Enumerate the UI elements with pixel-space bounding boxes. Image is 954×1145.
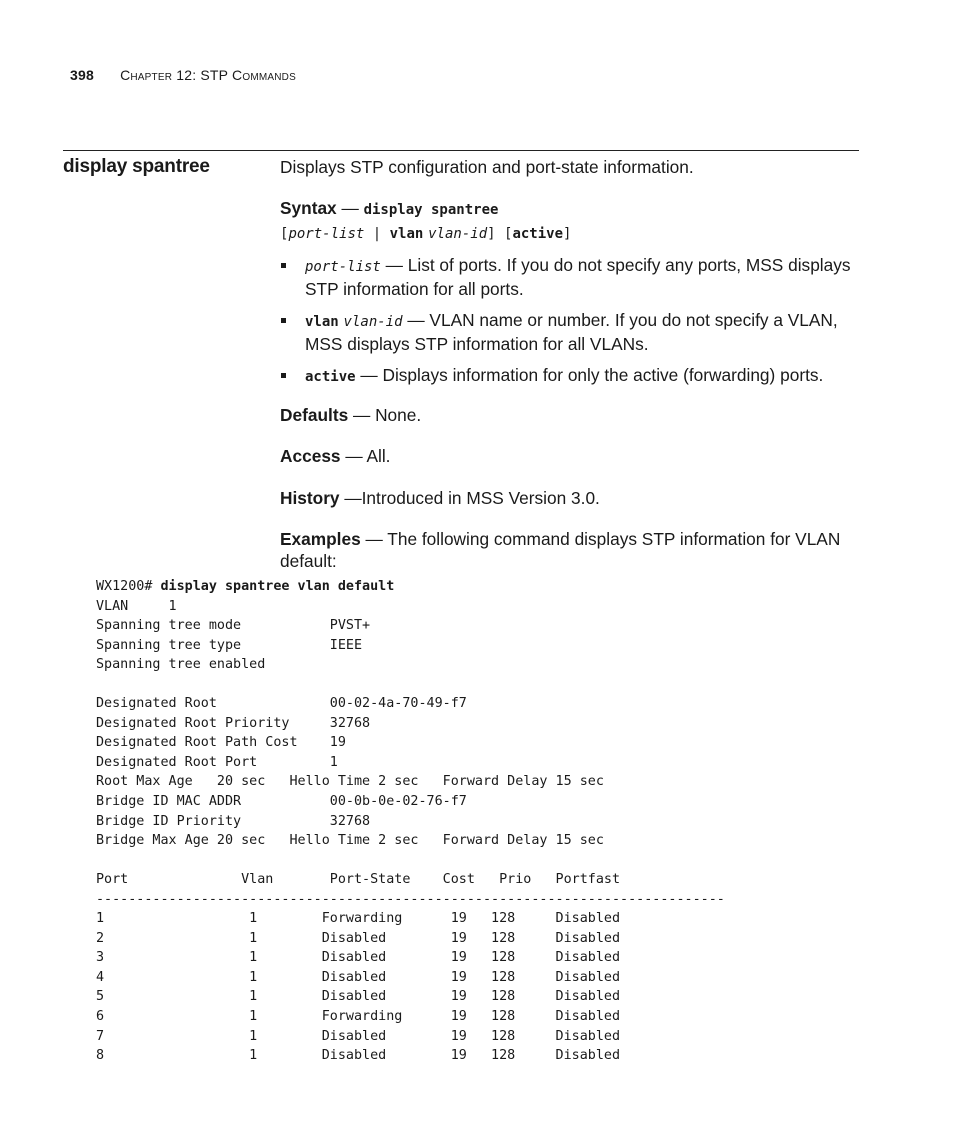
cli-output-line: Spanning tree mode PVST+ [96,618,371,634]
syntax-label: Syntax [280,197,337,218]
syntax-open-bracket: [ [280,226,289,242]
section-divider [63,150,859,151]
examples-label: Examples [280,529,361,549]
cli-output-line: Designated Root 00-02-4a-70-49-f7 [96,696,467,712]
cli-output-line: 5 1 Disabled 19 128 Disabled [96,989,621,1005]
parameter-text: — Displays information for only the active (forwarding) ports. [355,365,824,385]
access-label: Access [280,446,341,466]
examples-section [280,529,860,572]
cli-output-line: Root Max Age 20 sec Hello Time 2 sec Forward Delay 15 sec [96,774,604,790]
parameter-list [280,255,860,389]
command-description: Displays STP configuration and port-state information. [280,157,694,177]
cli-output-line: Spanning tree type IEEE [96,637,363,653]
cli-output-line: 7 1 Disabled 19 128 Disabled [96,1028,621,1044]
syntax-port-list: port-list [288,226,365,242]
defaults-text: — None. [348,404,422,425]
cli-output-line: Designated Root Port 1 [96,754,338,770]
chapter-title: Chapter 12: STP Commands [120,67,296,83]
history-label: History [280,487,340,508]
syntax-vlan-id: vlan-id [428,226,488,242]
defaults-section [280,405,860,427]
cli-output-line: Designated Root Path Cost 19 [96,735,346,751]
page-number: 398 [70,67,94,83]
cli-output-line: 4 1 Disabled 19 128 Disabled [96,969,621,985]
cli-output-lines [96,599,725,1064]
cli-output-line: Spanning tree enabled [96,657,266,673]
syntax-bracket-mid: ] [ [487,226,513,242]
cli-prompt: WX1200# [96,579,161,594]
syntax-line-1 [280,198,860,222]
defaults-label: Defaults [280,404,349,425]
parameter-item [280,365,860,389]
cli-output-line: ------------------------------------------------------------------------------ [96,891,725,907]
syntax-vlan-keyword: vlan [389,226,424,242]
parameter-name: port-list [305,259,381,275]
examples-text: — The following command displays STP information for VLAN default: [280,529,841,571]
cli-output-line: Port Vlan Port-State Cost Prio Portfast [96,872,621,888]
cli-output-line: 1 1 Forwarding 19 128 Disabled [96,911,621,927]
access-text: — All. [340,446,391,466]
syntax-line-2 [280,221,860,245]
command-heading: display spantree [63,156,210,177]
parameter-arg: vlan-id [343,314,403,330]
parameter-text: — List of ports. If you do not specify any ports, MSS displays STP information for all ports. [305,255,851,299]
cli-output-line: 2 1 Disabled 19 128 Disabled [96,930,621,946]
cli-output-line: Bridge ID Priority 32768 [96,813,371,829]
cli-command: display spantree vlan default [160,579,395,594]
cli-output-line: 3 1 Disabled 19 128 Disabled [96,950,621,966]
running-header [70,67,296,83]
cli-output-line: 8 1 Disabled 19 128 Disabled [96,1048,621,1064]
access-section [280,446,860,468]
cli-output-line: Designated Root Priority 32768 [96,715,371,731]
syntax-command: display spantree [363,201,499,218]
parameter-item [280,255,860,300]
cli-output-line: Bridge ID MAC ADDR 00-0b-0e-02-76-f7 [96,794,467,810]
syntax-close-bracket: ] [563,226,572,242]
cli-output-line: Bridge Max Age 20 sec Hello Time 2 sec Forward Delay 15 sec [96,833,604,849]
syntax-active-keyword: active [512,226,564,242]
command-body [280,157,860,572]
parameter-name: active [305,369,356,385]
history-text: —Introduced in MSS Version 3.0. [339,487,600,508]
cli-output-line: 6 1 Forwarding 19 128 Disabled [96,1009,621,1025]
parameter-text: — VLAN name or number. If you do not specify a VLAN, MSS displays STP information for all VLANs. [305,310,838,354]
cli-output-line: VLAN 1 [96,598,177,614]
syntax-pipe: | [364,226,390,242]
parameter-item [280,310,860,355]
cli-output [96,577,725,1066]
parameter-name: vlan [305,314,339,330]
history-section [280,488,860,510]
syntax-dash: — [336,197,364,218]
